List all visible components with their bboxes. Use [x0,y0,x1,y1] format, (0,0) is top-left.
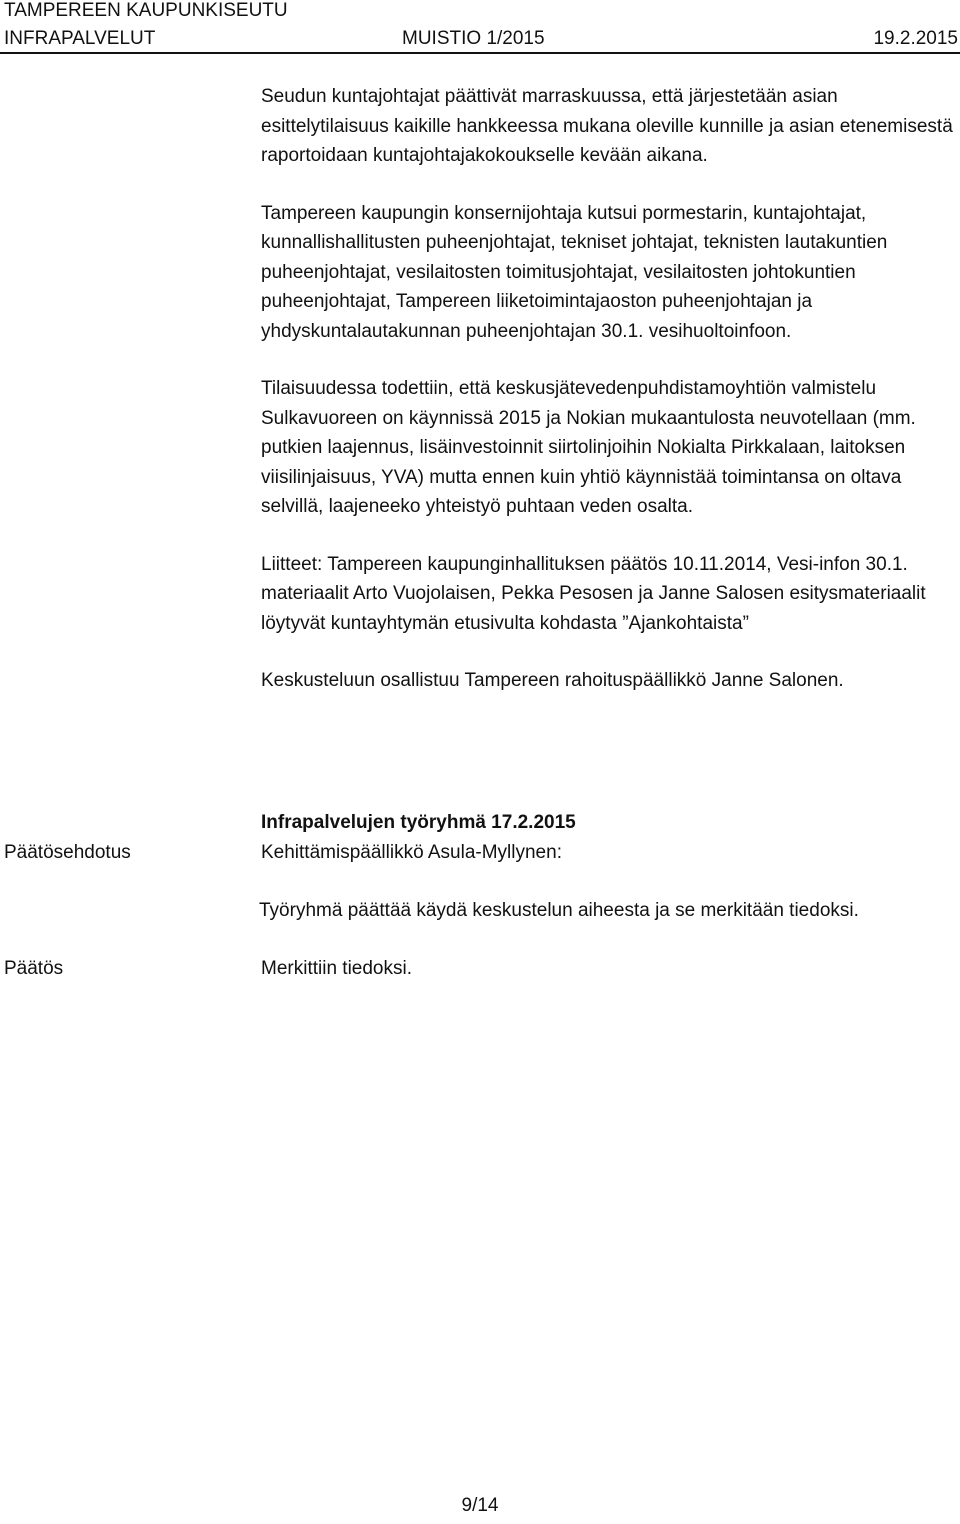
paragraph-findings: Tilaisuudessa todettiin, että keskusjätevedenpuhdistamoyhtiön valmistelu Sulkavuoreen on käynnissä 2015 ja Nokian mukaantulosta neuvotellaan (mm. putkien laajennus, lisäinvestoinnit siirtolinjoihin Nokialta Pirkkalaan, laitoksen viisilinjaisuus, YVA) mutta ennen kuin yhtiö käynnistää toimintansa on oltava selvillä, laajeneeko yhteistyö puhtaan veden osalta. [261,378,916,517]
decision-section [0,954,960,986]
page-number: 9/14 [461,1495,499,1516]
paragraph-invitation: Tampereen kaupungin konsernijohtaja kutsui pormestarin, kuntajohtajat, kunnallishallitusten puheenjohtajat, tekniset johtajat, teknisten lautakuntien puheenjohtajat, vesilaitosten toimitusjohtajat, vesilaitosten johtokuntien puheenjohtajat, Tampereen liiketoimintajaoston puheenjohtajan ja yhdyskuntalautakunnan puheenjohtajan 30.1. vesihuoltoinfoon. [261,202,888,342]
decision-text: Merkittiin tiedoksi. [261,958,412,979]
paragraph-discussion: Keskusteluun osallistuu Tampereen rahoituspäällikkö Janne Salonen. [261,670,844,691]
presenter-line: Kehittämispäällikkö Asula-Myllynen: [261,841,562,863]
proposal-section [0,808,960,908]
memo-date: 19.2.2015 [873,28,958,49]
working-group-heading: Infrapalvelujen työryhmä 17.2.2015 [261,812,576,833]
proposal-text: Työryhmä päättää käydä keskustelun aiheesta ja se merkitään tiedoksi. [259,900,859,921]
decision-label: Päätös [4,958,64,979]
department-name: INFRAPALVELUT [4,28,156,49]
document-header [0,0,960,52]
document-body [261,82,955,696]
memo-number: MUISTIO 1/2015 [402,28,545,49]
organization-name: TAMPEREEN KAUPUNKISEUTU [4,0,288,21]
proposal-label: Päätösehdotus [4,842,131,863]
header-info-row [0,28,960,54]
paragraph-background: Seudun kuntajohtajat päättivät marraskuussa, että järjestetään asian esittelytilaisuus kaikille hankkeessa mukana oleville kunnille ja asian etenemisestä raportoidaan kuntajohtajakokoukselle kevään aikana. [261,86,953,166]
proposal-text-section [0,896,960,928]
paragraph-attachments: Liitteet: Tampereen kaupunginhallituksen päätös 10.11.2014, Vesi-infon 30.1. materiaalit Arto Vuojolaisen, Pekka Pesosen ja Janne Salosen esitysmateriaalit löytyvät kuntayhtymän etusivulta kohdasta ”Ajankohtaista” [261,553,926,634]
